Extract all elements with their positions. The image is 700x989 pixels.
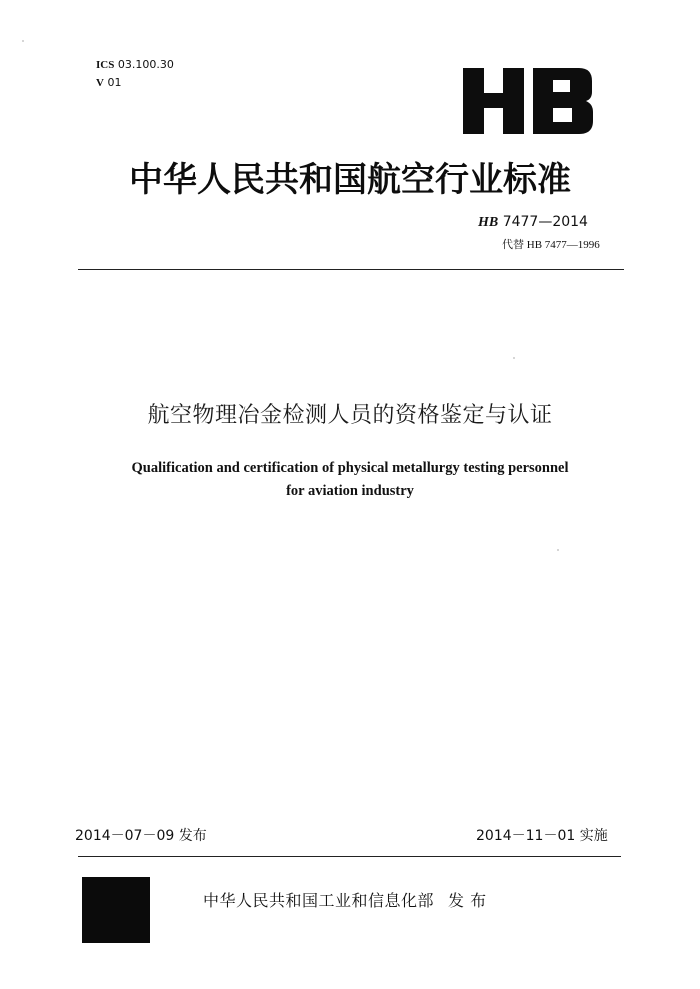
issuer-name: 中华人民共和国工业和信息化部 [203, 891, 435, 910]
standard-number-value: 7477—2014 [502, 214, 588, 230]
issuer-emblem [82, 877, 150, 943]
english-title-line2: for aviation industry [286, 483, 414, 499]
v-value: 01 [107, 76, 122, 89]
standard-category-title: 中华人民共和国航空行业标准 [129, 160, 571, 200]
scan-speck [22, 40, 24, 42]
ics-code [96, 58, 174, 71]
scan-speck [557, 549, 559, 551]
issue-date: 2014－07－09 发布 [75, 828, 207, 844]
standard-number [478, 214, 588, 231]
chinese-title: 航空物理冶金检测人员的资格鉴定与认证 [147, 403, 553, 428]
english-title-line1: Qualification and certification of physical metallurgy testing personnel [131, 460, 569, 476]
v-label: V [96, 77, 104, 89]
scan-speck [513, 357, 515, 359]
issuer [203, 888, 487, 911]
issue-word: 发 布 [448, 891, 487, 910]
standard-number-prefix: HB [478, 215, 499, 230]
replaces-note: 代替 HB 7477—1996 [502, 239, 600, 251]
ics-label: ICS [96, 59, 115, 71]
footer-divider [78, 856, 621, 857]
v-code [96, 76, 121, 89]
implementation-date: 2014－11－01 实施 [476, 828, 608, 844]
header-divider [78, 269, 624, 270]
ics-value: 03.100.30 [117, 58, 174, 71]
hb-logo [463, 68, 593, 134]
